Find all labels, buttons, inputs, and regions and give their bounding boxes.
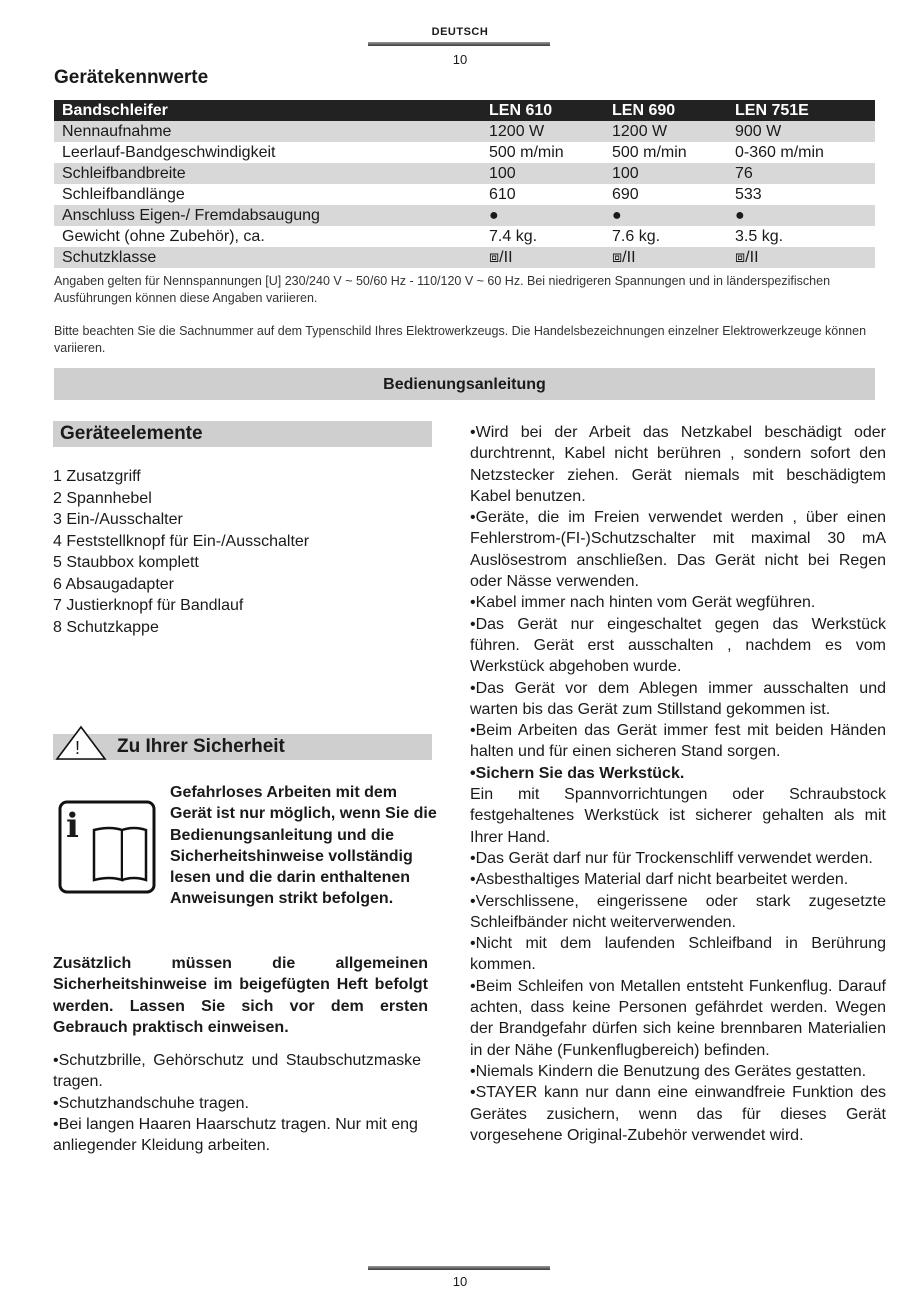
spec-label: Gewicht (ohne Zubehör), ca.	[54, 226, 481, 247]
spec-value: 1200 W	[481, 121, 604, 142]
spec-value: 7.4 kg.	[481, 226, 604, 247]
spec-value: 7.6 kg.	[604, 226, 727, 247]
list-item: 2 Spannhebel	[53, 489, 152, 507]
list-item: Ein mit Spannvorrichtungen oder Schraubstock festgehaltenes Werkstück ist sicherer gehalten als mit Ihrer Hand.	[470, 786, 886, 846]
spec-value: 533	[727, 184, 875, 205]
list-item: •Kabel immer nach hinten vom Gerät wegführen.	[470, 594, 816, 612]
list-item: •STAYER kann nur dann eine einwandfreie Funktion des Gerätes zusichern, wenn das für dieses Gerät vorgesehene Original-Zubehör verwendet wird.	[470, 1084, 886, 1144]
footer-rule	[368, 1266, 550, 1270]
list-item: 1 Zusatzgriff	[53, 468, 141, 485]
list-item: •Das Gerät nur eingeschaltet gegen das Werkstück führen. Gerät erst ausschalten , nachdem es vom Werkstück abgehoben wurde.	[470, 615, 886, 676]
header-rule	[368, 42, 550, 46]
list-item: •Bei langen Haaren Haarschutz tragen. Nur mit eng anliegender Kleidung arbeiten.	[53, 1115, 418, 1155]
spec-value: 76	[727, 163, 875, 184]
list-item: •Das Gerät vor dem Ablegen immer ausschalten und warten bis das Gerät zum Stillstand gekommen ist.	[470, 679, 886, 718]
warning-exclamation: !	[75, 738, 81, 758]
safety-title: Zu Ihrer Sicherheit	[117, 736, 285, 757]
language-label: DEUTSCH	[431, 26, 489, 38]
spec-value: 690	[604, 184, 727, 205]
list-item: •Beim Arbeiten das Gerät immer fest mit beiden Händen halten und für einen sicheren Stand sorgen.	[470, 722, 886, 761]
page-number-bottom: 10	[452, 1274, 468, 1289]
left-bullets	[53, 1050, 428, 1156]
bullet-dot-icon: ●	[727, 205, 875, 226]
table-row	[54, 226, 875, 247]
list-item: 8 Schutzkappe	[53, 618, 159, 636]
list-item: •Geräte, die im Freien verwendet werden , über einen Fehlerstrom-(FI-)Schutzschalter mit maximal 30 mA Auslösestrom anschließen. Das Gerät nicht bei Regen oder Nässe verwenden.	[470, 509, 886, 591]
list-item: •Schutzbrille, Gehörschutz und Staubschutzmaske tragen.	[53, 1052, 421, 1091]
specs-header-row	[54, 100, 875, 121]
protection-class-icon: ⧈/II	[481, 247, 604, 268]
spec-value: 3.5 kg.	[727, 226, 875, 247]
safety-right-column	[470, 422, 886, 1146]
table-row	[54, 121, 875, 142]
spec-label: Leerlauf-Bandgeschwindigkeit	[54, 142, 481, 163]
page-title: Gerätekennwerte	[54, 67, 209, 88]
specs-header-product: Bandschleifer	[54, 100, 481, 121]
list-item: •Niemals Kindern die Benutzung des Gerätes gestatten.	[470, 1062, 867, 1080]
warning-triangle-icon	[55, 725, 107, 761]
specs-header-model: LEN 690	[604, 100, 727, 121]
specs-header-model: LEN 610	[481, 100, 604, 121]
list-item: 6 Absaugadapter	[53, 575, 174, 593]
section-heading-elements: Geräteelemente	[53, 421, 432, 447]
bullet-dot-icon: ●	[604, 205, 727, 226]
spec-value: 0-360 m/min	[727, 142, 875, 163]
table-row	[54, 163, 875, 184]
spec-label: Anschluss Eigen-/ Fremdabsaugung	[54, 205, 481, 226]
table-row	[54, 247, 875, 268]
section-band: Bedienungsanleitung	[54, 368, 875, 400]
table-row	[54, 142, 875, 163]
list-item: 7 Justierknopf für Bandlauf	[53, 597, 244, 614]
specs-header-model: LEN 751E	[727, 100, 875, 121]
spec-value: 1200 W	[604, 121, 727, 142]
page-number-top: 10	[452, 52, 468, 67]
spec-label: Schleifbandlänge	[54, 184, 481, 205]
list-item: •Das Gerät darf nur für Trockenschliff verwendet werden.	[470, 849, 873, 867]
table-row	[54, 184, 875, 205]
spec-value: 500 m/min	[481, 142, 604, 163]
model-note: Bitte beachten Sie die Sachnummer auf dem Typenschild Ihres Elektrowerkzeugs. Die Handelsbezeichnungen einzelner Elektrowerkzeuge können variieren.	[54, 324, 867, 355]
protection-class-icon: ⧈/II	[727, 247, 875, 268]
elements-list	[53, 466, 309, 638]
protection-class-icon: ⧈/II	[604, 247, 727, 268]
specs-table	[54, 100, 875, 268]
list-item: •Beim Schleifen von Metallen entsteht Funkenflug. Darauf achten, dass keine Personen gefährdet werden. Wegen der Brandgefahr dürfen sich keine brennbaren Materialien in der Nähe (Funkenflugbereich) befinden.	[470, 977, 886, 1059]
table-row	[54, 205, 875, 226]
list-item: 5 Staubbox komplett	[53, 554, 199, 571]
voltage-note: Angaben gelten für Nennspannungen [U] 230/240 V ~ 50/60 Hz - 110/120 V ~ 60 Hz. Bei niedrigeren Spannungen und in länderspezifischen Ausführungen können diese Angaben variieren.	[54, 274, 831, 305]
safety-additional: Zusätzlich müssen die allgemeinen Sicherheitshinweise im beigefügten Heft befolgt werden. Lassen Sie sich vor dem ersten Gebrauch praktisch einweisen.	[53, 955, 428, 1036]
spec-label: Schutzklasse	[54, 247, 481, 268]
spec-value: 100	[481, 163, 604, 184]
list-item: •Verschlissene, eingerissene oder stark zugesetzte Schleifbänder nicht weiterverwenden.	[470, 892, 886, 931]
spec-label: Schleifbandbreite	[54, 163, 481, 184]
spec-value: 100	[604, 163, 727, 184]
list-item: •Wird bei der Arbeit das Netzkabel beschädigt oder durchtrennt, Kabel nicht berühren , sondern sofort den Netzstecker ziehen. Gerät niemals mit beschädigtem Kabel benutzen.	[470, 424, 886, 505]
info-icon: i	[66, 806, 79, 846]
workpiece-heading: •Sichern Sie das Werkstück.	[470, 764, 685, 782]
spec-label: Nennaufnahme	[54, 121, 481, 142]
spec-value: 900 W	[727, 121, 875, 142]
bullet-dot-icon: ●	[481, 205, 604, 226]
list-item: 3 Ein-/Ausschalter	[53, 511, 183, 528]
list-item: •Schutzhandschuhe tragen.	[53, 1094, 249, 1112]
safety-intro: Gefahrloses Arbeiten mit dem Gerät ist nur möglich, wenn Sie die Bedienungsanleitung und die Sicherheitshinweise vollständig lesen und die darin enthaltenen Anweisungen strikt befolgen.	[170, 784, 437, 908]
list-item: 4 Feststellknopf für Ein-/Ausschalter	[53, 532, 310, 550]
spec-value: 610	[481, 184, 604, 205]
section-heading-safety	[53, 734, 432, 760]
spec-value: 500 m/min	[604, 142, 727, 163]
list-item: •Nicht mit dem laufenden Schleifband in Berührung kommen.	[470, 935, 886, 974]
list-item: •Asbesthaltiges Material darf nicht bearbeitet werden.	[470, 871, 849, 889]
